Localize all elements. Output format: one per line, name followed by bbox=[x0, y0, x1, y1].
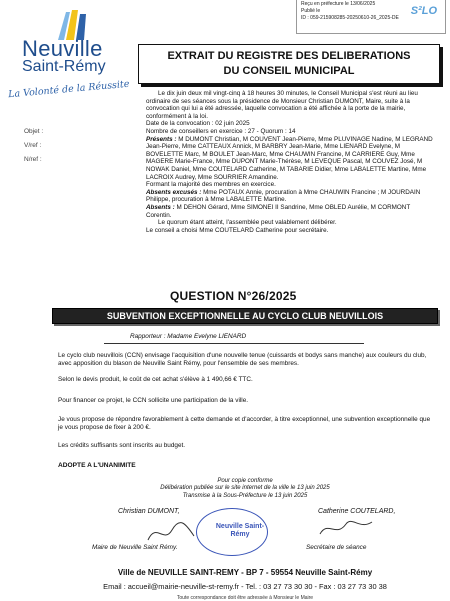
mayor-signature-icon bbox=[146, 520, 196, 546]
majority-statement: Formant la majorité des membres en exercice. bbox=[146, 181, 276, 189]
town-seal bbox=[196, 508, 268, 556]
secretary-role: Secrétaire de séance bbox=[306, 544, 367, 551]
question-number: QUESTION N°26/2025 bbox=[170, 289, 297, 303]
secretary-name: Catherine COUTELARD, bbox=[318, 508, 396, 515]
town-slogan: La Volonté de la Réussite bbox=[7, 78, 130, 101]
document-title-line2: DU CONSEIL MUNICIPAL bbox=[223, 65, 355, 77]
mayor-role: Maire de Neuville Saint Rémy. bbox=[92, 544, 178, 551]
secretary-signature-icon bbox=[316, 512, 376, 542]
town-name-line1: Neuville bbox=[22, 36, 103, 61]
document-title-box bbox=[138, 44, 440, 84]
meeting-intro: Le dix juin deux mil vingt-cinq à 18 heures 30 minutes, le Conseil Municipal s'est réuni au lieu ordinaire de ses séances sous la présidence de Monsieur Christian DUMONT, Maire, suite à la convocation qui lui a été adressée, laquelle convocation a été affichée à la porte de la mairie, conformément à la loi. bbox=[146, 90, 418, 120]
quorum-statement: Le quorum étant atteint, l'assemblée peut valablement délibérer. bbox=[158, 219, 337, 227]
body-paragraph-1: Le cyclo club neuvillois (CCN) envisage l'acquisition d'une nouvelle tenue (cuissards et bodys sans manche) aux couleurs du club, avec apposition du blason de Neuville Saint Rémy, pour l'ensemble de ses membres. bbox=[58, 352, 427, 367]
stamp-line-id: ID : 059-215908285-20250610-26_2025-DE bbox=[301, 15, 399, 21]
presents-label: Présents : bbox=[146, 135, 177, 143]
body-paragraph-cost: Selon le devis produit, le coût de cet achat s'élève à 1 490,66 € TTC. bbox=[58, 376, 253, 383]
absents-label: Absents : bbox=[146, 203, 175, 211]
absents-list: M DEHON Gérard, Mme SIMONEI II Sandrine, Mme OBLED Aurélie, M CORMONT Corentin. bbox=[146, 203, 411, 219]
presents-list: M DUMONT Christian, M COUVENT Jean-Pierre, Mme PLUVINAGE Nadine, M LEGRAND Jean-Pierre, Mme CATTEAUX Annick, M BARBRY Jean-Marie, Mme LIENARD Evelyne, M BOVELETTE Marc, M BOULET Jean-Marc, Mme CHAUWIN Francine, M CARRIERE Guy, Mme MAGERE Marie-France, Mme DUPONT Marie-Thérèse, M LEVEQUE Pascal, M COUVEZ José, M NOWAK Daniel, Mme COUTELARD Catherine, M TABARIE Didier, Mme LABALETTE Martine, Mme LACROIX Audrey, Mme SOURRIER Amandine. bbox=[146, 135, 433, 181]
publication-notice: Délibération publiée sur le site internet de la ville le 13 juin 2025 bbox=[160, 485, 330, 492]
town-logo-icon bbox=[52, 6, 92, 40]
body-paragraph-2: Pour financer ce projet, le CCN sollicite une participation de la ville. bbox=[58, 397, 249, 404]
body-paragraph-4: Les crédits suffisants sont inscrits au budget. bbox=[58, 442, 186, 449]
rapporteur bbox=[130, 333, 246, 340]
label-vref: V/ref : bbox=[24, 142, 42, 149]
stamp-brand: S²LO bbox=[410, 5, 437, 17]
councillors-count: Nombre de conseillers en exercice : 27 - Quorum : 14 bbox=[146, 127, 296, 135]
mayor-name: Christian DUMONT, bbox=[118, 508, 180, 515]
certified-copy-title: Pour copie conforme bbox=[217, 478, 273, 484]
certified-copy-block bbox=[130, 478, 360, 500]
rapporteur-text: Rapporteur : Madame Evelyne LIENARD bbox=[130, 333, 247, 340]
meeting-details bbox=[146, 90, 436, 234]
prefecture-receipt-stamp bbox=[296, 0, 446, 34]
question-subject-bar: SUBVENTION EXCEPTIONNELLE AU CYCLO CLUB NEUVILLOIS bbox=[52, 308, 438, 324]
footer-contact: Email : accueil@mairie-neuville-st-remy.fr - Tel. : 03 27 73 30 30 - Fax : 03 27 73 30 38 bbox=[103, 582, 387, 591]
stamp-line-published: Publié le bbox=[301, 8, 321, 14]
document-title-line1: EXTRAIT DU REGISTRE DES DELIBERATIONS bbox=[167, 50, 411, 62]
footer-note: Toute correspondance doit être adressée à Monsieur le Maire bbox=[176, 595, 314, 601]
rapporteur-divider bbox=[104, 343, 364, 344]
adoption-statement: ADOPTE A L'UNANIMITE bbox=[58, 462, 136, 469]
absents-paragraph bbox=[146, 204, 436, 219]
convocation-date: Date de la convocation : 02 juin 2025 bbox=[146, 120, 250, 128]
town-name-line2: Saint-Rémy bbox=[22, 58, 106, 75]
secretary-statement: Le conseil a choisi Mme COUTELARD Catherine pour secrétaire. bbox=[146, 226, 329, 234]
label-objet: Objet : bbox=[24, 128, 44, 135]
town-seal-text: Neuville Saint-Rémy bbox=[215, 523, 265, 538]
transmission-notice: Transmise à la Sous-Préfecture le 13 juin 2025 bbox=[182, 492, 308, 499]
excused-list: Mme POTAUX Annie, procuration à Mme CHAUWIN Francine ; M JOURDAIN Philippe, procuration à Mme LABALETTE Martine. bbox=[146, 188, 421, 204]
body-paragraph-3: Je vous propose de répondre favorablement à cette demande et d'accorder, à titre exceptionnel, une subvention exceptionnelle que je vous propose de fixer à 200 €. bbox=[58, 416, 431, 431]
presents-paragraph bbox=[146, 136, 436, 182]
excused-label: Absents excusés : bbox=[146, 188, 202, 196]
excused-paragraph bbox=[146, 189, 436, 204]
label-nref: N/ref : bbox=[24, 156, 42, 163]
stamp-line-received: Reçu en préfecture le 13/06/2025 bbox=[301, 1, 376, 7]
footer-address: Ville de NEUVILLE SAINT-REMY - BP 7 - 59554 Neuville Saint-Rémy bbox=[117, 568, 373, 577]
